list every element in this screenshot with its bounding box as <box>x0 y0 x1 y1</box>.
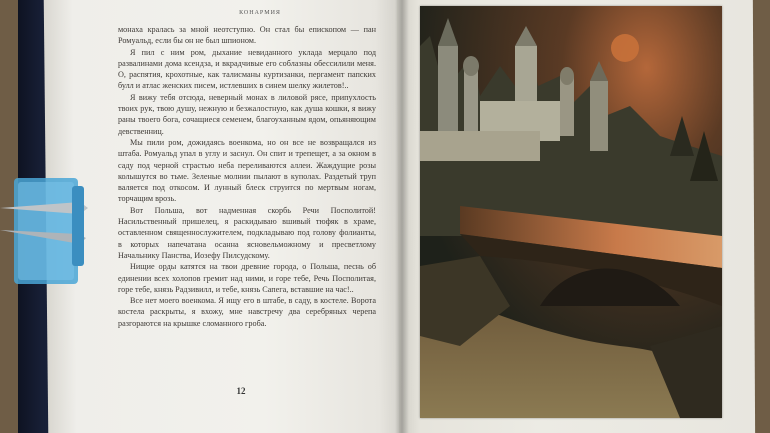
paragraph: Все нет моего военкома. Я ищу его в штабе, в саду, в костеле. Ворота костела раскрыты, я вхожу, мне навстречу два серебряных черепа разгораются на крышке сломанного гроба. <box>118 296 376 328</box>
paragraph: Я вижу тебя отсюда, неверный монах в лиловой рясе, припухлость твоих рук, твою душу, нежную и безжалостную, как душа кошки, я вижу раны твоего бога, сочащиеся семенем, благоуханным ядом, опьяняющим девственниц. <box>118 92 376 136</box>
page-text <box>118 24 376 329</box>
illustration-painting <box>420 6 722 418</box>
illustration <box>420 6 722 418</box>
binder-clip-icon <box>0 168 96 288</box>
book-gutter <box>395 0 409 433</box>
paragraph: монаха кралась за мной неотступно. Он стал бы епископом — пан Ромуальд, если бы он не был шпионом. <box>118 25 376 46</box>
paragraph: Вот Польша, вот надменная скорбь Речи Посполитой! Насильственный пришелец, я раскидываю вшивый тюфяк в храме, оставленном священнослужителем, подкладываю под голову фолианты, в которых напечатана осанна ясновельможному и пресветлому Начальнику Панства, Иозефу Пилсудскому. <box>118 205 376 260</box>
page-number: 12 <box>236 386 246 396</box>
paragraph: Мы пили ром, дожидаясь военкома, но он все не возвращался из штаба. Ромуальд упал в углу и заснул. Он спит и трепещет, а за окном в саду под черной страстью неба переливаются аллеи. Жаждущие розы колышутся во тьме. Зеленые молнии пылают в куполах. Раздетый труп валяется под откосом. И лунный блеск струится по мертвым ногам, торчащим врозь. <box>118 137 376 204</box>
paragraph: Я пил с ним ром, дыхание невиданного уклада мерцало под развалинами дома ксендза, и вкрадчивые его соблазны обессилили меня. О, распятия, крохотные, как талисманы куртизанки, пергамент папских булл и атлас женских писем, истлевших в синем шелку жилетов!.. <box>118 47 376 91</box>
running-head: КОНАРМИЯ <box>239 10 281 16</box>
paragraph: Нищие орды катятся на твои древние города, о Польша, песнь об единении всех холопов гремит над ними, и горе тебе, Речь Посполитая, горе тебе, князь Радзивилл, и тебе, князь Сапега, вставшие на час!.. <box>118 262 376 294</box>
